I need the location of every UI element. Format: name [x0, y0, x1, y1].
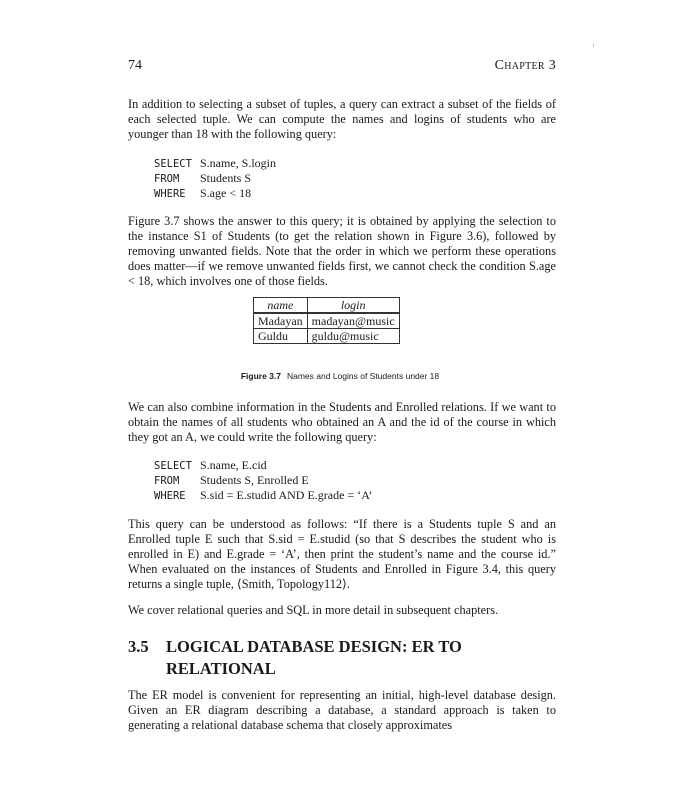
sql-keyword: SELECT: [154, 158, 192, 170]
table-header-row: [254, 298, 400, 314]
sql-line: [154, 186, 276, 201]
sql-keyword: FROM: [154, 173, 180, 185]
table-row: [254, 329, 400, 344]
sql-query-1: [154, 156, 276, 201]
sql-clause: S.age < 18: [200, 186, 252, 200]
table-cell: Madayan: [254, 313, 308, 329]
table-cell: guldu@music: [307, 329, 399, 344]
sql-query-2: [154, 458, 373, 503]
sql-keyword: FROM: [154, 475, 180, 487]
sql-line: [154, 156, 276, 171]
column-header-name: name: [254, 298, 308, 314]
paragraph-intro: In addition to selecting a subset of tuples, a query can extract a subset of the fields of each selected tuple. We can compute the names and logins of students who are younger than 18 with the following query:: [128, 97, 556, 141]
table-cell: madayan@music: [307, 313, 399, 329]
sql-line: [154, 171, 276, 186]
figure-label: Figure 3.7: [240, 371, 281, 381]
sql-keyword: WHERE: [154, 490, 186, 502]
paragraph-cover-sql: We cover relational queries and SQL in more detail in subsequent chapters.: [128, 603, 499, 617]
section-number: 3.5: [128, 637, 149, 656]
page-number: 74: [128, 58, 142, 73]
section-heading-line: [128, 636, 462, 658]
figure-caption: [0, 371, 680, 381]
paragraph-er-model: The ER model is convenient for representing an initial, high-level database design. Given an ER diagram describing a database, a standard approach is taken to generating a relational database schema that closely approximates: [128, 688, 556, 732]
section-title-continued: RELATIONAL: [166, 659, 276, 678]
sql-keyword: WHERE: [154, 188, 186, 200]
paragraph-figure-explanation: Figure 3.7 shows the answer to this query; it is obtained by applying the selection to the instance S1 of Students (to get the relation shown in Figure 3.6), followed by removing unwanted fields. Note that the order in which we perform these operations does matter—if we remove unwanted fields first, we cannot check the condition S.age < 18, which involves one of those fields.: [128, 214, 556, 288]
result-table: [253, 297, 400, 344]
sql-clause: S.name, S.login: [200, 156, 277, 170]
sql-clause: Students S: [200, 171, 252, 185]
sql-clause: S.sid = E.studid AND E.grade = ‘A’: [200, 488, 373, 502]
figure-caption-text: Names and Logins of Students under 18: [286, 371, 440, 381]
paragraph-combine: We can also combine information in the Students and Enrolled relations. If we want to obtain the names of all students who obtained an A and the id of the course in which they got an A, we could write the following query:: [128, 400, 556, 444]
table-row: [254, 313, 400, 329]
scan-speck: [593, 44, 594, 47]
page-header: [128, 58, 556, 78]
section-heading: [128, 636, 462, 680]
column-header-login: login: [307, 298, 399, 314]
section-title: LOGICAL DATABASE DESIGN: ER TO: [166, 637, 462, 656]
table-cell: Guldu: [254, 329, 308, 344]
sql-keyword: SELECT: [154, 460, 192, 472]
sql-line: [154, 458, 373, 473]
sql-clause: S.name, E.cid: [200, 458, 267, 472]
chapter-title: Chapter 3: [494, 58, 556, 73]
sql-line: [154, 488, 373, 503]
sql-line: [154, 473, 373, 488]
paragraph-query-explanation: This query can be understood as follows: “If there is a Students tuple S and an Enrolled tuple E such that S.sid = E.studid (so that S describes the student who is enrolled in E) and E.grade = ‘A’, then print the student’s name and the course id.” When evaluated on the instances of Students and Enrolled in Figure 3.4, this query returns a single tuple, ⟨Smith, Topology112⟩.: [128, 517, 556, 591]
sql-clause: Students S, Enrolled E: [200, 473, 309, 487]
